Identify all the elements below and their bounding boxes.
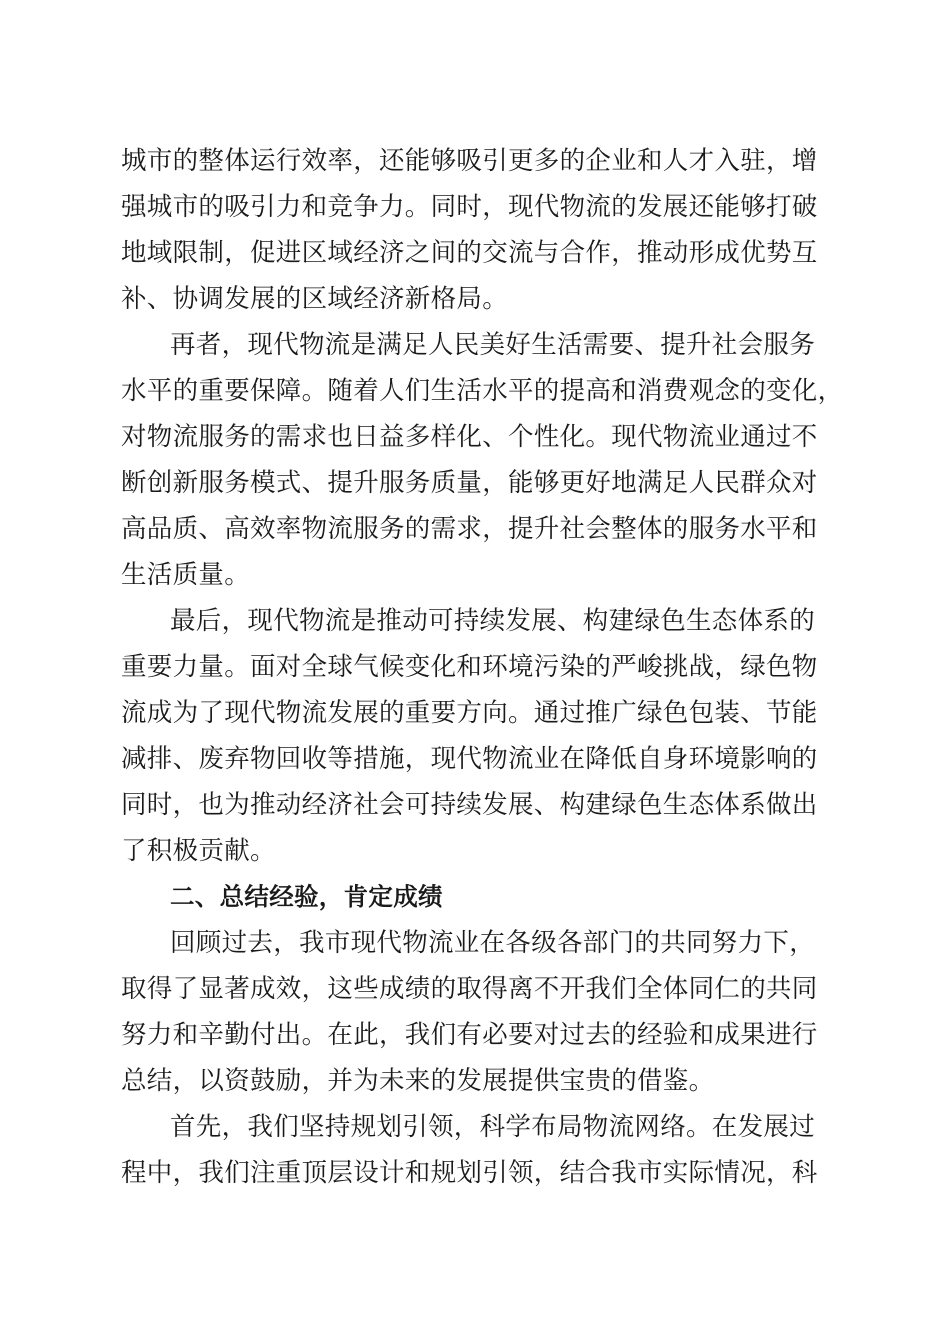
text-line: 了积极贡献。 xyxy=(121,836,276,866)
text-line: 地域限制，促进区域经济之间的交流与合作，推动形成优势互 xyxy=(121,238,818,268)
text-line: 流成为了现代物流发展的重要方向。通过推广绿色包装、节能 xyxy=(121,698,818,728)
text-line: 强城市的吸引力和竞争力。同时，现代物流的发展还能够打破 xyxy=(121,192,818,222)
text-line: 程中，我们注重顶层设计和规划引领，结合我市实际情况，科 xyxy=(121,1158,818,1188)
text-line: 最后，现代物流是推动可持续发展、构建绿色生态体系的 xyxy=(170,606,816,636)
text-line: 补、协调发展的区域经济新格局。 xyxy=(121,284,509,314)
text-line: 首先，我们坚持规划引领，科学布局物流网络。在发展过 xyxy=(170,1112,816,1142)
text-line: 生活质量。 xyxy=(121,560,251,590)
text-line: 总结，以资鼓励，并为未来的发展提供宝贵的借鉴。 xyxy=(121,1066,715,1096)
text-line: 回顾过去，我市现代物流业在各级各部门的共同努力下， xyxy=(170,928,816,958)
text-line: 对物流服务的需求也日益多样化、个性化。现代物流业通过不 xyxy=(121,422,818,452)
text-line: 再者，现代物流是满足人民美好生活需要、提升社会服务 xyxy=(170,330,816,360)
text-line: 高品质、高效率物流服务的需求，提升社会整体的服务水平和 xyxy=(121,514,818,544)
text-line: 取得了显著成效，这些成绩的取得离不开我们全体同仁的共同 xyxy=(121,974,818,1004)
text-line: 同时，也为推动经济社会可持续发展、构建绿色生态体系做出 xyxy=(121,790,818,820)
text-line: 减排、废弃物回收等措施，现代物流业在降低自身环境影响的 xyxy=(121,744,818,774)
text-line: 城市的整体运行效率，还能够吸引更多的企业和人才入驻，增 xyxy=(121,146,818,176)
text-line: 努力和辛勤付出。在此，我们有必要对过去的经验和成果进行 xyxy=(121,1020,818,1050)
text-line: 重要力量。面对全球气候变化和环境污染的严峻挑战，绿色物 xyxy=(121,652,818,682)
text-line: 水平的重要保障。随着人们生活水平的提高和消费观念的变化， xyxy=(121,376,844,406)
section-heading: 二、总结经验，肯定成绩 xyxy=(170,882,443,911)
text-line: 断创新服务模式、提升服务质量，能够更好地满足人民群众对 xyxy=(121,468,818,498)
